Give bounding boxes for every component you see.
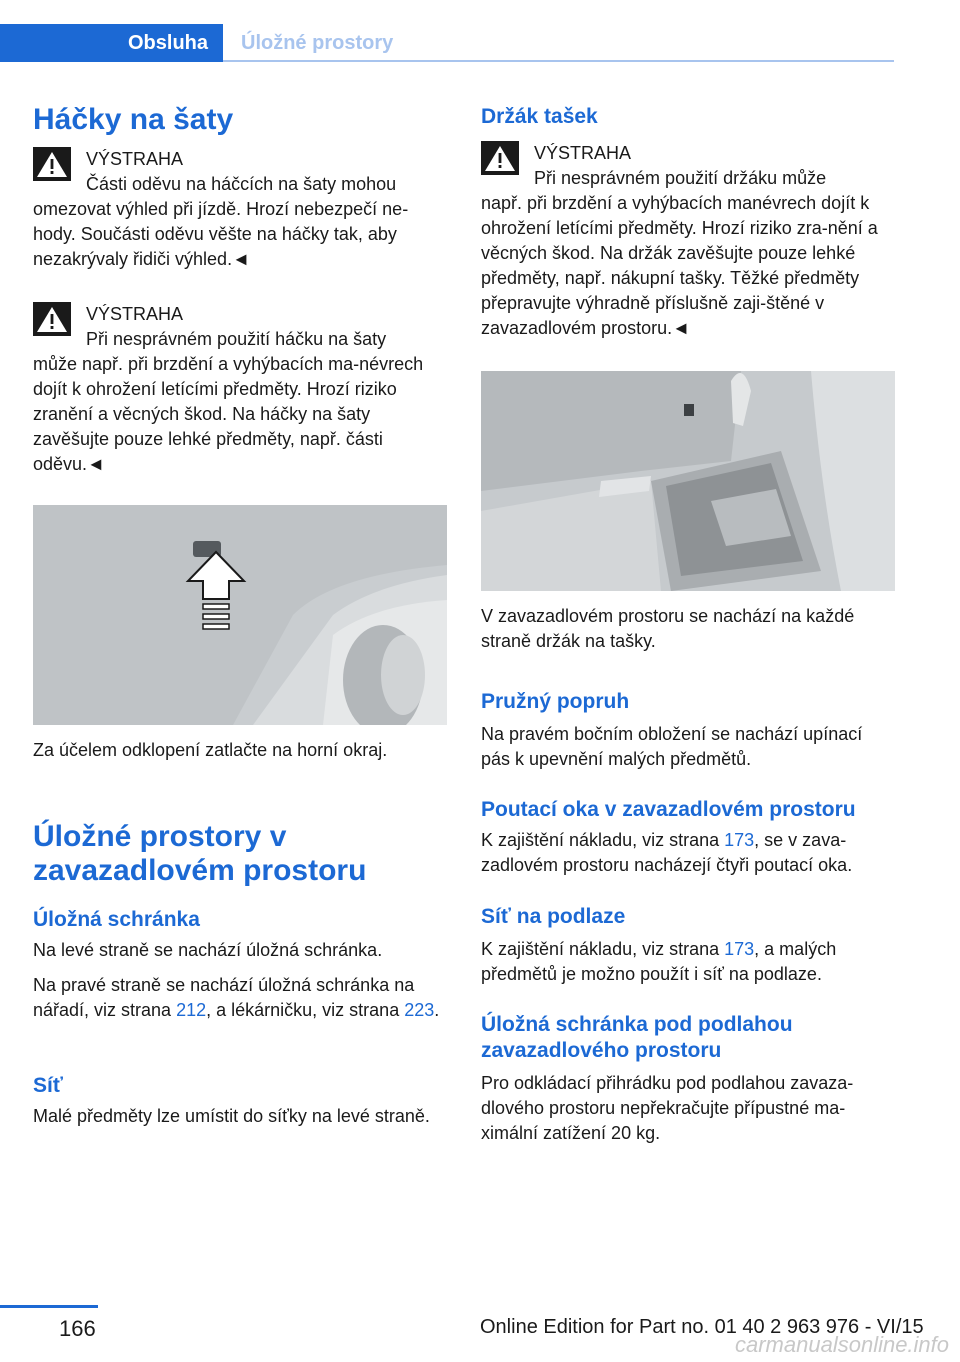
heading-underfloor-compartment: Úložná schránka pod podlahou zavazadlového prostoru [481,1013,793,1062]
text-run: K zajištění nákladu, viz strana [481,830,725,850]
floor-net-text [481,937,895,987]
heading-lashing-eyes: Poutací oka v zavazadlovém prostoru [481,798,856,821]
warning-block-2 [33,302,447,482]
elastic-strap-text: Na pravém bočním obložení se nachází upínací pás k upevnění malých předmětů. [481,724,863,769]
warning-text: např. při brzdění a vyhýbacích manévrech dojít k ohrožení letícími předměty. Hrozí riziko zra-nění a věcných škod. Na držák zavěšujte pouze lehké předměty, např. nákupní tašky. Těžké předměty přepravujte výhradně příslušně zaji-štěné v zavazadlovém prostoru.◄ [481,193,878,338]
heading-bag-holder: Držák tašek [481,105,598,128]
warning-block-1 [33,147,447,277]
underfloor-text: Pro odkládací přihrádku pod podlahou zavaza-dlového prostoru nepřekračujte přípustné ma-ximální zatížení 20 kg. [481,1073,854,1143]
warning-text-first: Při nesprávném použití háčku na šaty [86,329,387,349]
edition-text: Online Edition for Part no. 01 40 2 963 976 - VI/15 [480,1316,924,1338]
watermark: carmanualsonline.info [735,1332,950,1357]
net-text: Malé předměty lze umístit do síťky na levé straně. [33,1106,430,1126]
warning-icon [33,302,71,336]
warning-title: VÝSTRAHA [86,149,184,169]
warning-text-first: Části oděvu na háčcích na šaty mohou [86,174,397,194]
text-run: K zajištění nákladu, viz strana [481,939,725,959]
warning-icon [33,147,71,181]
storage-box-text-1: Na levé straně se nachází úložná schránka. [33,940,383,960]
warning-block-3 [481,141,895,351]
clothes-hook-illustration [33,505,447,725]
hook-caption: Za účelem odklopení zatlačte na horní okraj. [33,740,388,760]
bag-holder-illustration [481,371,895,591]
page-link-212[interactable]: 212 [176,1000,207,1020]
heading-storage-compartments: Úložné prostory v zavazadlovém prostoru [33,820,367,887]
page-link-223[interactable]: 223 [404,1000,435,1020]
text-run: Na pravé straně se nachází úložná schránka na nářadí, viz strana [33,975,415,1020]
warning-title: VÝSTRAHA [534,143,632,163]
footer-rule [0,1305,98,1308]
warning-text-first: Při nesprávném použití držáku může [534,168,827,188]
lashing-eyes-text [481,828,895,878]
page-number: 166 [59,1316,96,1341]
tab-obsluha[interactable]: Obsluha [0,24,223,62]
warning-title: VÝSTRAHA [86,304,184,324]
text-run: . [434,1000,440,1020]
header-rule [223,60,894,62]
heading-floor-net: Síť na podlaze [481,905,626,928]
heading-clothes-hooks: Háčky na šaty [33,103,234,136]
page-header [0,0,894,62]
heading-storage-box: Úložná schránka [33,908,200,931]
text-run: , a lékárničku, viz strana [206,1000,405,1020]
warning-text: může např. při brzdění a vyhýbacích ma-névrech dojít k ohrožení letícími předměty. Hrozí riziko zranění a věcných škod. Na háčky na šaty zavěšujte pouze lehké předměty, např. části oděvu.◄ [33,354,424,474]
heading-net: Síť [33,1074,63,1097]
warning-text: omezovat výhled při jízdě. Hrozí nebezpečí ne-hody. Součásti oděvu věšte na háčky tak, aby nezakrývaly řidiči výhled.◄ [33,199,409,269]
tab-ulozne-prostory[interactable]: Úložné prostory [241,32,394,54]
warning-icon [481,141,519,175]
bag-holder-caption: V zavazadlovém prostoru se nachází na každé straně držák na tašky. [481,606,855,651]
text-run: , se v zava-zadlovém prostoru nacházejí čtyři poutací oka. [481,830,853,875]
page-link-173[interactable]: 173 [724,939,755,959]
storage-box-text-2 [33,973,447,1023]
page-link-173[interactable]: 173 [724,830,755,850]
heading-elastic-strap: Pružný popruh [481,690,630,713]
text-run: , a malých předmětů je možno použít i síť na podlaze. [481,939,837,984]
